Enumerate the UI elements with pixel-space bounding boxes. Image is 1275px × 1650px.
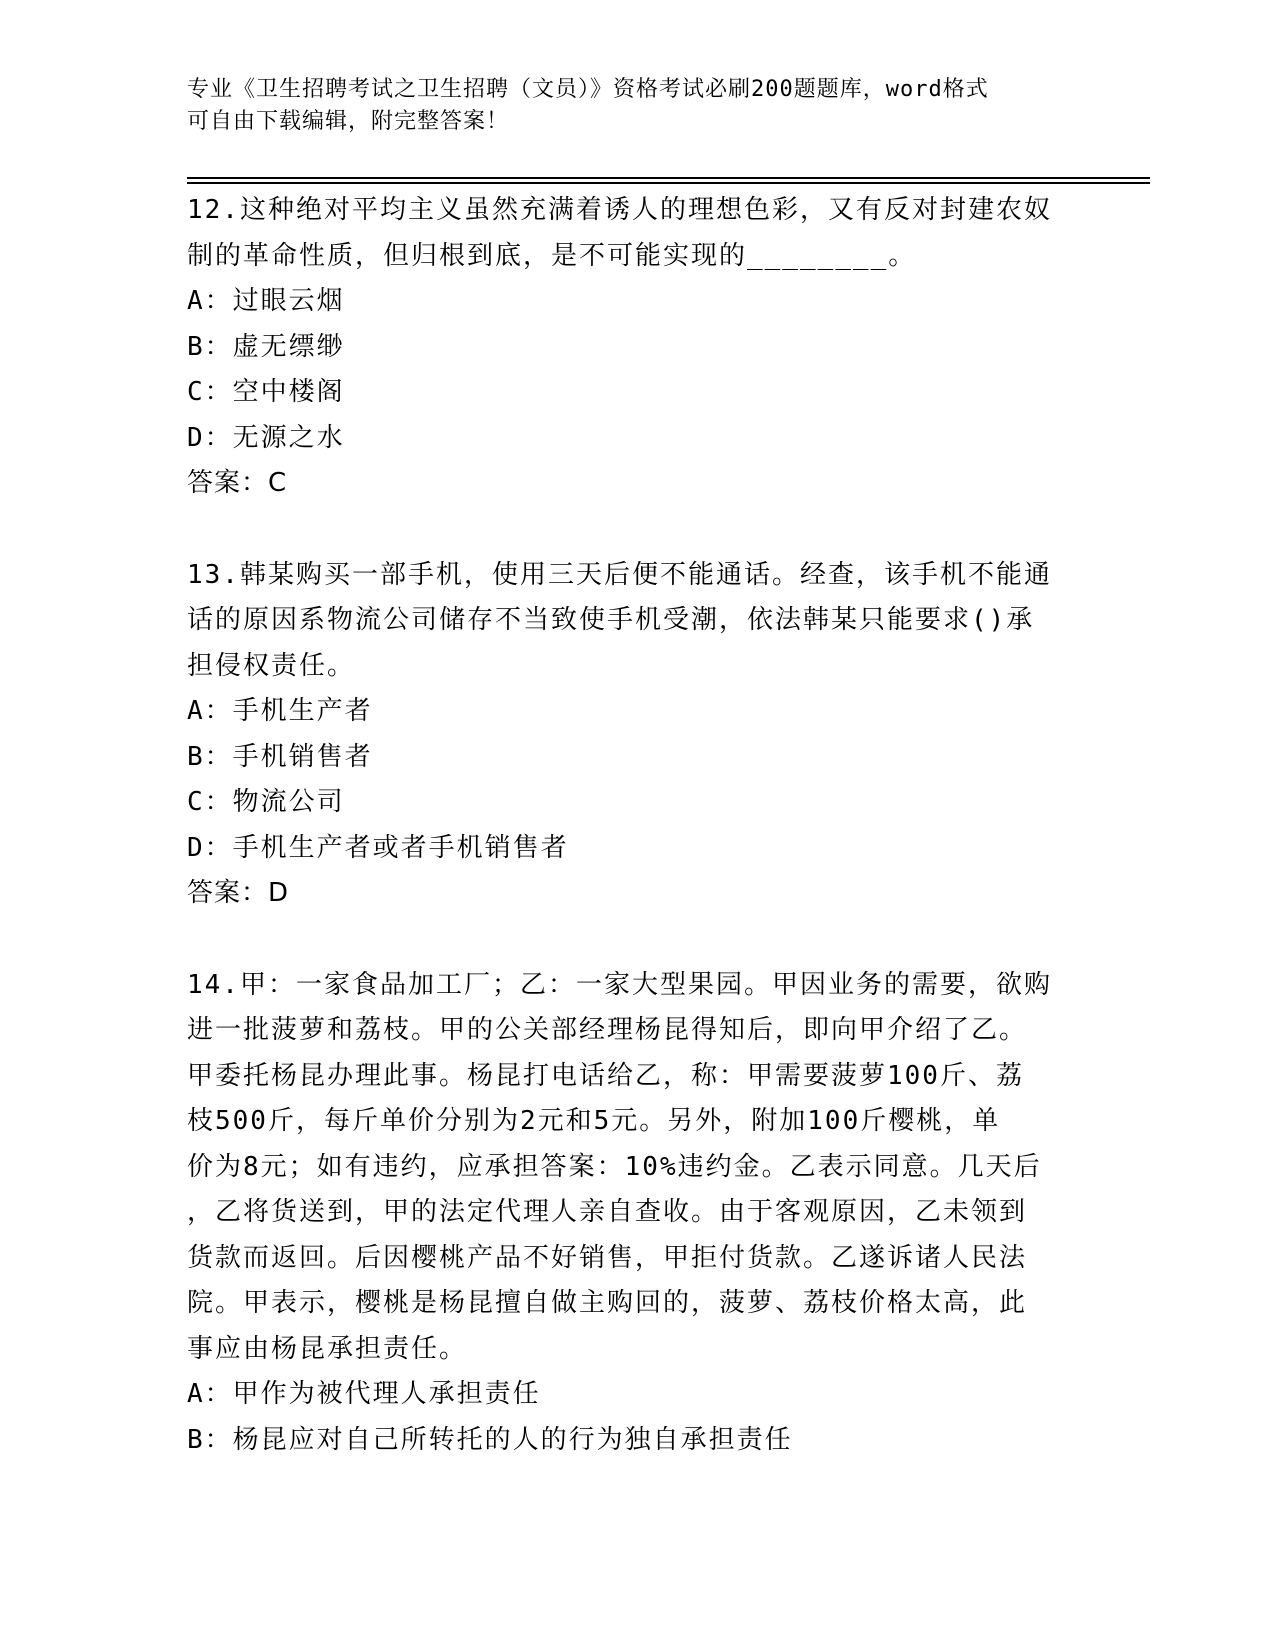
question-stem-line: 价为8元；如有违约，应承担答案：10%违约金。乙表示同意。几天后: [187, 1151, 1042, 1182]
header-divider-bottom: [187, 182, 1150, 184]
document-header: [187, 74, 1067, 138]
question-stem-line: 话的原因系物流公司储存不当致使手机受潮，依法韩某只能要求()承: [187, 605, 1035, 635]
question-stem-line: 货款而返回。后因樱桃产品不好销售，甲拒付货款。乙遂诉诸人民法: [187, 1242, 1028, 1273]
header-line: 专业《卫生招聘考试之卫生招聘（文员）》资格考试必刷200题题库，word格式: [187, 77, 989, 102]
question-stem-line: 进一批菠萝和荔枝。甲的公关部经理杨昆得知后，即向甲介绍了乙。: [187, 1015, 1028, 1045]
question-13: [187, 553, 1087, 917]
question-stem-line: 担侵权责任。: [187, 650, 356, 681]
question-12: [187, 188, 1087, 507]
question-stem-line: 甲委托杨昆办理此事。杨昆打电话给乙，称：甲需要菠萝100斤、荔: [187, 1060, 1024, 1091]
question-stem-line: ，乙将货送到，甲的法定代理人亲自查收。由于客观原因，乙未领到: [187, 1197, 1028, 1227]
option-b: B：杨昆应对自己所转托的人的行为独自承担责任: [187, 1424, 793, 1455]
question-stem-line: 枝500斤，每斤单价分别为2元和5元。另外，附加100斤樱桃，单: [187, 1106, 1001, 1136]
option-c: C：空中楼阁: [187, 377, 345, 407]
question-14: [187, 963, 1087, 1464]
option-d: D：手机生产者或者手机销售者: [187, 832, 569, 863]
question-stem-line: 12.这种绝对平均主义虽然充满着诱人的理想色彩，又有反对封建农奴: [187, 195, 1052, 225]
answer-line: 答案：D: [187, 878, 290, 908]
option-b: B：虚无缥缈: [187, 331, 345, 362]
question-stem-line: 院。甲表示，樱桃是杨昆擅自做主购回的，菠萝、荔枝价格太高，此: [187, 1288, 1028, 1318]
header-line: 可自由下载编辑，附完整答案！: [187, 109, 510, 134]
question-list: [187, 188, 1087, 1463]
question-stem-line: 13.韩某购买一部手机，使用三天后便不能通话。经查，该手机不能通: [187, 559, 1052, 590]
question-stem-line: 事应由杨昆承担责任。: [187, 1333, 468, 1364]
option-d: D：无源之水: [187, 422, 345, 453]
option-a: A：甲作为被代理人承担责任: [187, 1379, 541, 1409]
answer-line: 答案：C: [187, 468, 288, 498]
option-c: C：物流公司: [187, 787, 345, 817]
option-b: B：手机销售者: [187, 741, 373, 772]
option-a: A：手机生产者: [187, 696, 373, 726]
question-stem-line: 制的革命性质，但归根到底，是不可能实现的________。: [187, 240, 917, 271]
question-stem-line: 14.甲：一家食品加工厂；乙：一家大型果园。甲因业务的需要，欲购: [187, 969, 1052, 1000]
header-divider-top: [187, 177, 1150, 179]
option-a: A：过眼云烟: [187, 286, 345, 316]
